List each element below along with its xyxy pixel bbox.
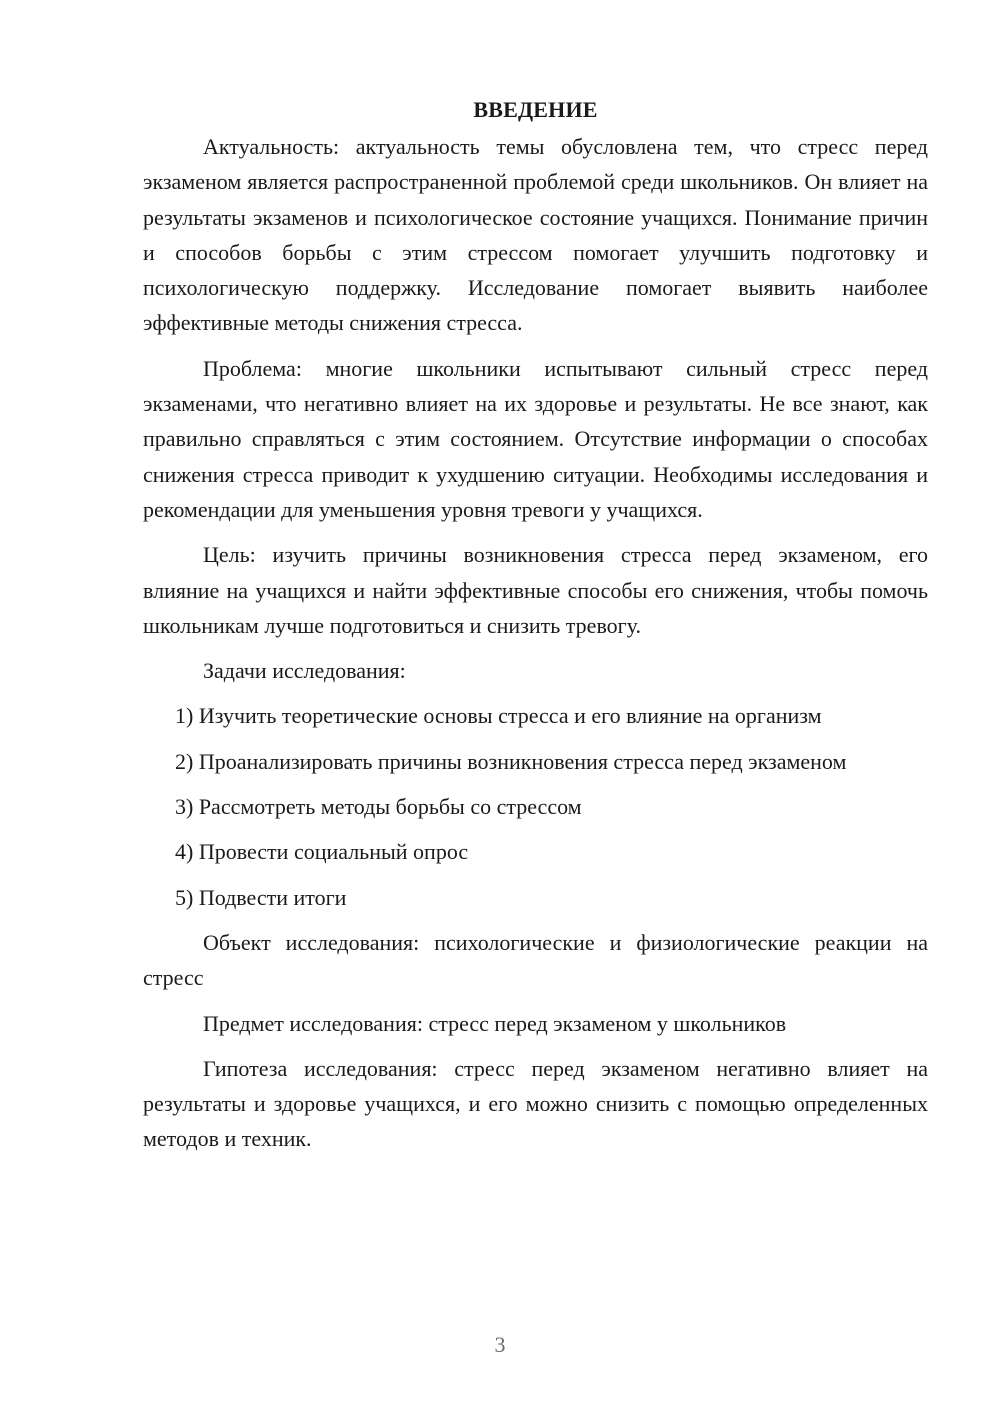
task-item-2: 2) Проанализировать причины возникновения стресса перед экзаменом [175,748,847,774]
paragraph-goal: Цель: изучить причины возникновения стресса перед экзаменом, его влияние на учащихся и найти эффективные способы его снижения, чтобы помочь школьникам лучше подготовиться и снизить тревогу. [143,542,928,638]
paragraph-hypothesis: Гипотеза исследования: стресс перед экзаменом негативно влияет на результаты и здоровье учащихся, и его можно снизить с помощью определенных методов и техник. [143,1055,928,1152]
document-page [143,92,928,1167]
task-item-5: 5) Подвести итоги [175,884,347,910]
task-item-1: 1) Изучить теоретические основы стресса и его влияние на организм [175,703,822,729]
task-item-3: 3) Рассмотреть методы борьбы со стрессом [175,794,582,820]
paragraph-object: Объект исследования: психологические и физиологические реакции на стресс [143,929,928,991]
tasks-heading: Задачи исследования: [203,658,406,684]
section-title: ВВЕДЕНИЕ [473,97,598,122]
paragraph-problem: Проблема: многие школьники испытывают сильный стресс перед экзаменами, что негативно влияет на их здоровье и результаты. Не все знают, как правильно справляться с этим состоянием. Отсутствие информации о способах снижения стресса приводит к ухудшению ситуации. Необходимы исследования и рекомендации для уменьшения уровня тревоги у учащихся. [143,355,928,522]
paragraph-relevance: Актуальность: актуальность темы обусловлена тем, что стресс перед экзаменом является распространенной проблемой среди школьников. Он влияет на результаты экзаменов и психологическое состояние учащихся. Понимание причин и способов борьбы с этим стрессом помогает улучшить подготовку и психологическую поддержку. Исследование помогает выявить наиболее эффективные методы снижения стресса. [143,134,928,336]
page-number: 3 [494,1332,506,1357]
paragraph-subject: Предмет исследования: стресс перед экзаменом у школьников [203,1010,787,1036]
task-item-4: 4) Провести социальный опрос [175,839,469,865]
